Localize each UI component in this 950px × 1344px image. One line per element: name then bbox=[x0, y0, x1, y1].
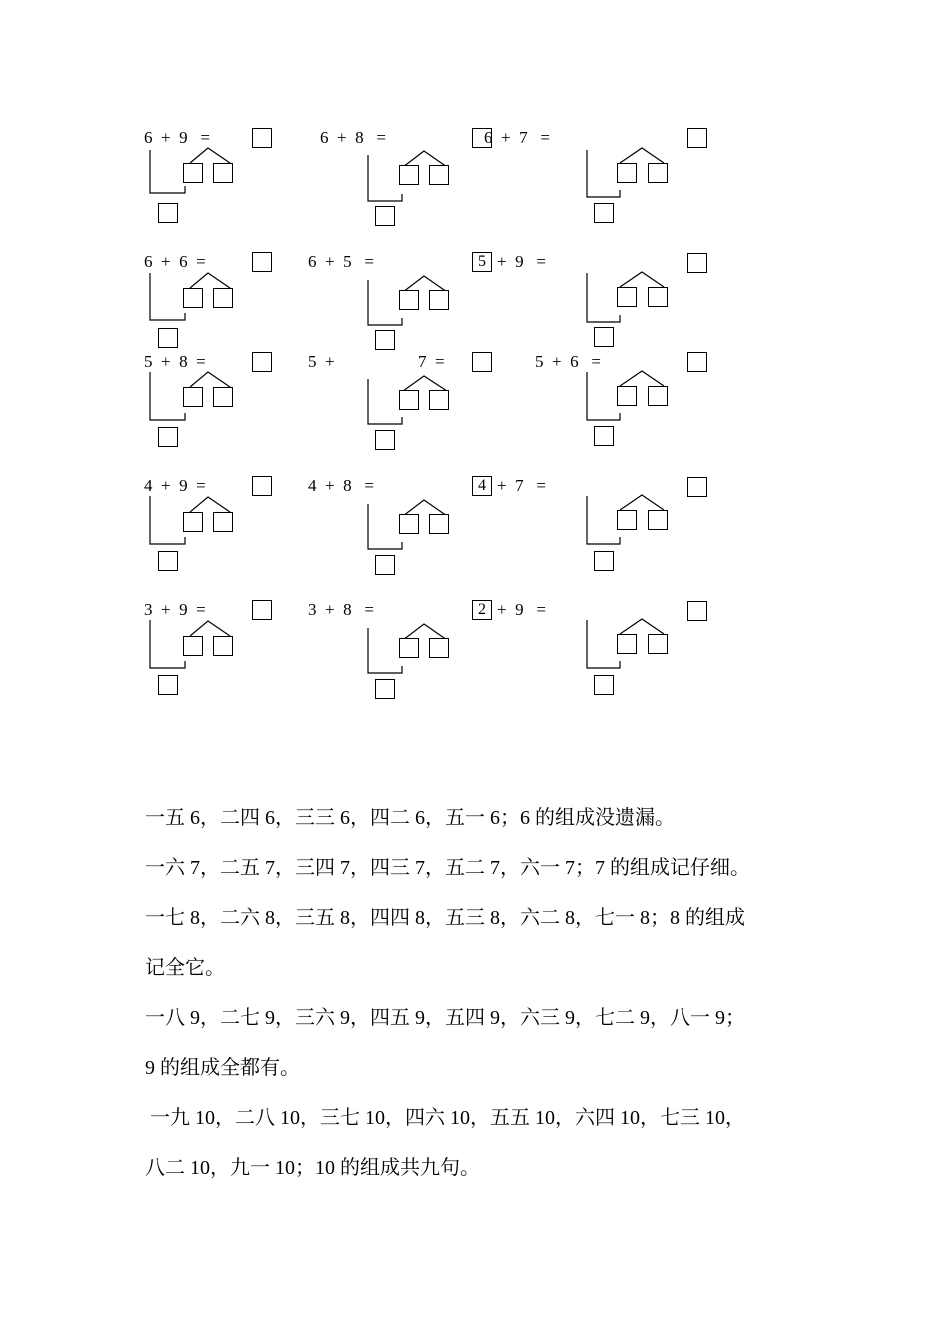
problem-r2-c1: 6 + 6 = bbox=[144, 252, 206, 271]
split-box[interactable] bbox=[213, 512, 233, 532]
split-box[interactable] bbox=[399, 514, 419, 534]
split-box[interactable] bbox=[429, 290, 449, 310]
rhyme-line: 一九 10，二八 10，三七 10，四六 10，五五 10，六四 10，七三 10， bbox=[145, 1107, 745, 1129]
sum-ten-box[interactable] bbox=[594, 675, 614, 695]
answer-box[interactable] bbox=[252, 128, 272, 148]
rhyme-line: 一五 6，二四 6，三三 6，四二 6，五一 6；6 的组成没遗漏。 bbox=[145, 807, 675, 829]
split-box[interactable] bbox=[213, 288, 233, 308]
split-box[interactable] bbox=[213, 387, 233, 407]
rhyme-line: 八二 10，九一 10；10 的组成共九句。 bbox=[145, 1157, 480, 1179]
problem-r5-c1: 3 + 9 = bbox=[144, 600, 206, 619]
answer-box[interactable] bbox=[472, 352, 492, 372]
rhyme-line: 一六 7，二五 7，三四 7，四三 7，五二 7，六一 7；7 的组成记仔细。 bbox=[145, 857, 750, 879]
split-box[interactable] bbox=[183, 512, 203, 532]
split-box[interactable] bbox=[617, 510, 637, 530]
split-box[interactable] bbox=[399, 390, 419, 410]
problem-r5-c2: 3 + 8 = bbox=[308, 600, 374, 619]
problem-r1-c2: 6 + 8 = bbox=[320, 128, 386, 147]
split-box[interactable] bbox=[617, 163, 637, 183]
split-box[interactable] bbox=[183, 387, 203, 407]
split-box[interactable] bbox=[617, 287, 637, 307]
split-box[interactable] bbox=[617, 386, 637, 406]
split-box[interactable] bbox=[429, 514, 449, 534]
prefilled-addend-box: 2 bbox=[472, 600, 492, 620]
problem-r2-c3: + 9 = bbox=[497, 252, 546, 271]
split-box[interactable] bbox=[183, 636, 203, 656]
split-box[interactable] bbox=[429, 390, 449, 410]
rhyme-line: 一八 9，二七 9，三六 9，四五 9，五四 9，六三 9，七二 9，八一 9； bbox=[145, 1007, 745, 1029]
sum-ten-box[interactable] bbox=[375, 206, 395, 226]
split-box[interactable] bbox=[648, 510, 668, 530]
split-box[interactable] bbox=[648, 386, 668, 406]
rhyme-line: 记全它。 bbox=[145, 957, 225, 979]
rhyme-line: 9 的组成全都有。 bbox=[145, 1057, 300, 1079]
answer-box[interactable] bbox=[687, 601, 707, 621]
sum-ten-box[interactable] bbox=[375, 679, 395, 699]
sum-ten-box[interactable] bbox=[158, 675, 178, 695]
prefilled-addend-box: 4 bbox=[472, 476, 492, 496]
answer-box[interactable] bbox=[687, 128, 707, 148]
problem-r1-c3: 6 + 7 = bbox=[484, 128, 550, 147]
split-box[interactable] bbox=[399, 290, 419, 310]
split-box[interactable] bbox=[617, 634, 637, 654]
sum-ten-box[interactable] bbox=[594, 551, 614, 571]
sum-ten-box[interactable] bbox=[375, 555, 395, 575]
problem-r4-c3: + 7 = bbox=[497, 476, 546, 495]
split-box[interactable] bbox=[183, 163, 203, 183]
sum-ten-box[interactable] bbox=[158, 551, 178, 571]
problem-r2-c2: 6 + 5 = bbox=[308, 252, 374, 271]
split-box[interactable] bbox=[429, 638, 449, 658]
problem-r1-c1: 6 + 9 = bbox=[144, 128, 210, 147]
answer-box[interactable] bbox=[252, 252, 272, 272]
sum-ten-box[interactable] bbox=[158, 203, 178, 223]
sum-ten-box[interactable] bbox=[594, 426, 614, 446]
split-box[interactable] bbox=[399, 638, 419, 658]
split-box[interactable] bbox=[213, 163, 233, 183]
sum-ten-box[interactable] bbox=[375, 330, 395, 350]
split-box[interactable] bbox=[399, 165, 419, 185]
problem-r4-c1: 4 + 9 = bbox=[144, 476, 206, 495]
sum-ten-box[interactable] bbox=[158, 427, 178, 447]
prefilled-addend-box: 5 bbox=[472, 252, 492, 272]
answer-box[interactable] bbox=[252, 476, 272, 496]
answer-box[interactable] bbox=[687, 352, 707, 372]
split-box[interactable] bbox=[213, 636, 233, 656]
split-box[interactable] bbox=[183, 288, 203, 308]
split-box[interactable] bbox=[429, 165, 449, 185]
problem-r3-c1: 5 + 8 = bbox=[144, 352, 206, 371]
rhyme-line: 一七 8，二六 8，三五 8，四四 8，五三 8，六二 8，七一 8；8 的组成 bbox=[145, 907, 745, 929]
problem-r3-c2-right: 7 = bbox=[418, 352, 445, 371]
answer-box[interactable] bbox=[252, 600, 272, 620]
sum-ten-box[interactable] bbox=[158, 328, 178, 348]
split-box[interactable] bbox=[648, 634, 668, 654]
answer-box[interactable] bbox=[687, 477, 707, 497]
sum-ten-box[interactable] bbox=[594, 327, 614, 347]
sum-ten-box[interactable] bbox=[375, 430, 395, 450]
sum-ten-box[interactable] bbox=[594, 203, 614, 223]
problem-r3-c2-left: 5 + bbox=[308, 352, 335, 371]
problem-r3-c3: 5 + 6 = bbox=[535, 352, 601, 371]
split-box[interactable] bbox=[648, 287, 668, 307]
problem-r5-c3: + 9 = bbox=[497, 600, 546, 619]
answer-box[interactable] bbox=[252, 352, 272, 372]
split-box[interactable] bbox=[648, 163, 668, 183]
answer-box[interactable] bbox=[687, 253, 707, 273]
problem-r4-c2: 4 + 8 = bbox=[308, 476, 374, 495]
